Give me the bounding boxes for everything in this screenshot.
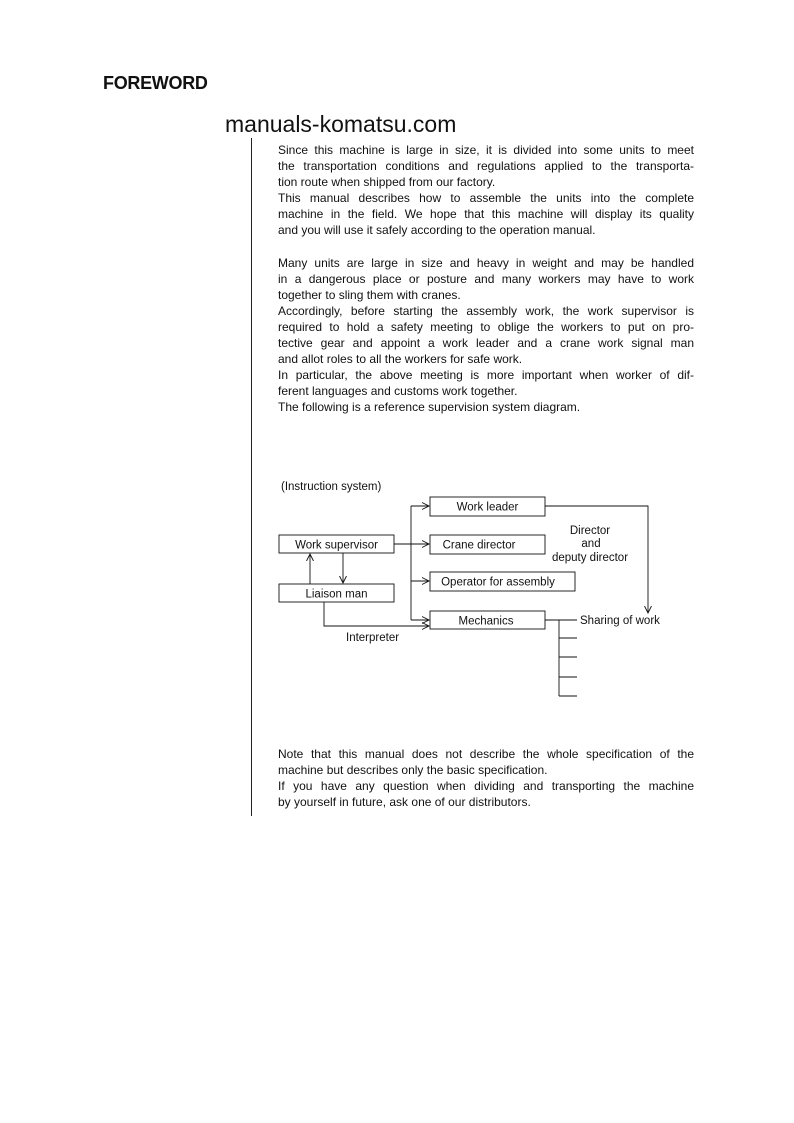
work-supervisor-label: Work supervisor (295, 539, 378, 552)
text-line: Many units are large in size and heavy in weight and may be handled (278, 256, 694, 270)
crane-director-label: Crane director (442, 539, 516, 552)
page-heading: FOREWORD (103, 73, 208, 93)
operator-label: Operator for assembly (441, 576, 555, 589)
director-label-line: deputy director (551, 552, 629, 564)
interpreter-label: Interpreter (346, 632, 400, 644)
text-line: required to hold a safety meeting to oblige the workers to put on pro- (278, 320, 694, 334)
text-line: by yourself in future, ask one of our distributors. (278, 795, 531, 809)
text-line: ferent languages and customs work together. (278, 384, 518, 398)
text-line: the transportation conditions and regulations applied to the transporta- (278, 159, 694, 173)
text-line: machine in the field. We hope that this machine will display its quality (278, 207, 694, 221)
text-line: The following is a reference supervision system diagram. (278, 400, 581, 414)
director-label-line: Director (569, 525, 611, 537)
watermark-text: manuals-komatsu.com (225, 111, 457, 137)
director-label-line: and (581, 538, 601, 550)
work-leader-label: Work leader (456, 501, 519, 514)
text-line: Accordingly, before starting the assembly work, the work supervisor is (278, 304, 694, 318)
text-line: in a dangerous place or posture and many workers may have to work (278, 272, 694, 286)
text-line: If you have any question when dividing and transporting the machine (278, 779, 694, 793)
text-line: In particular, the above meeting is more important when worker of dif- (278, 368, 694, 382)
text-line: machine but describes only the basic specification. (278, 763, 548, 777)
interpreter-line (324, 602, 429, 626)
text-line: and allot roles to all the workers for safe work. (278, 352, 523, 366)
text-line: Since this machine is large in size, it is divided into some units to meet (278, 143, 694, 157)
text-line: This manual describes how to assemble the units into the complete (278, 191, 694, 205)
text-line: tion route when shipped from our factory. (278, 175, 496, 189)
text-line: tective gear and appoint a work leader and a crane work signal man (278, 336, 694, 350)
sharing-label: Sharing of work (580, 615, 660, 627)
mechanics-label: Mechanics (458, 615, 514, 628)
liaison-man-label: Liaison man (305, 588, 368, 601)
diagram-caption: (Instruction system) (281, 481, 382, 493)
note-paragraph (278, 746, 694, 810)
text-line: Note that this manual does not describe the whole specification of the (278, 747, 694, 761)
text-line: together to sling them with cranes. (278, 288, 461, 302)
text-line: and you will use it safely according to the operation manual. (278, 223, 596, 237)
